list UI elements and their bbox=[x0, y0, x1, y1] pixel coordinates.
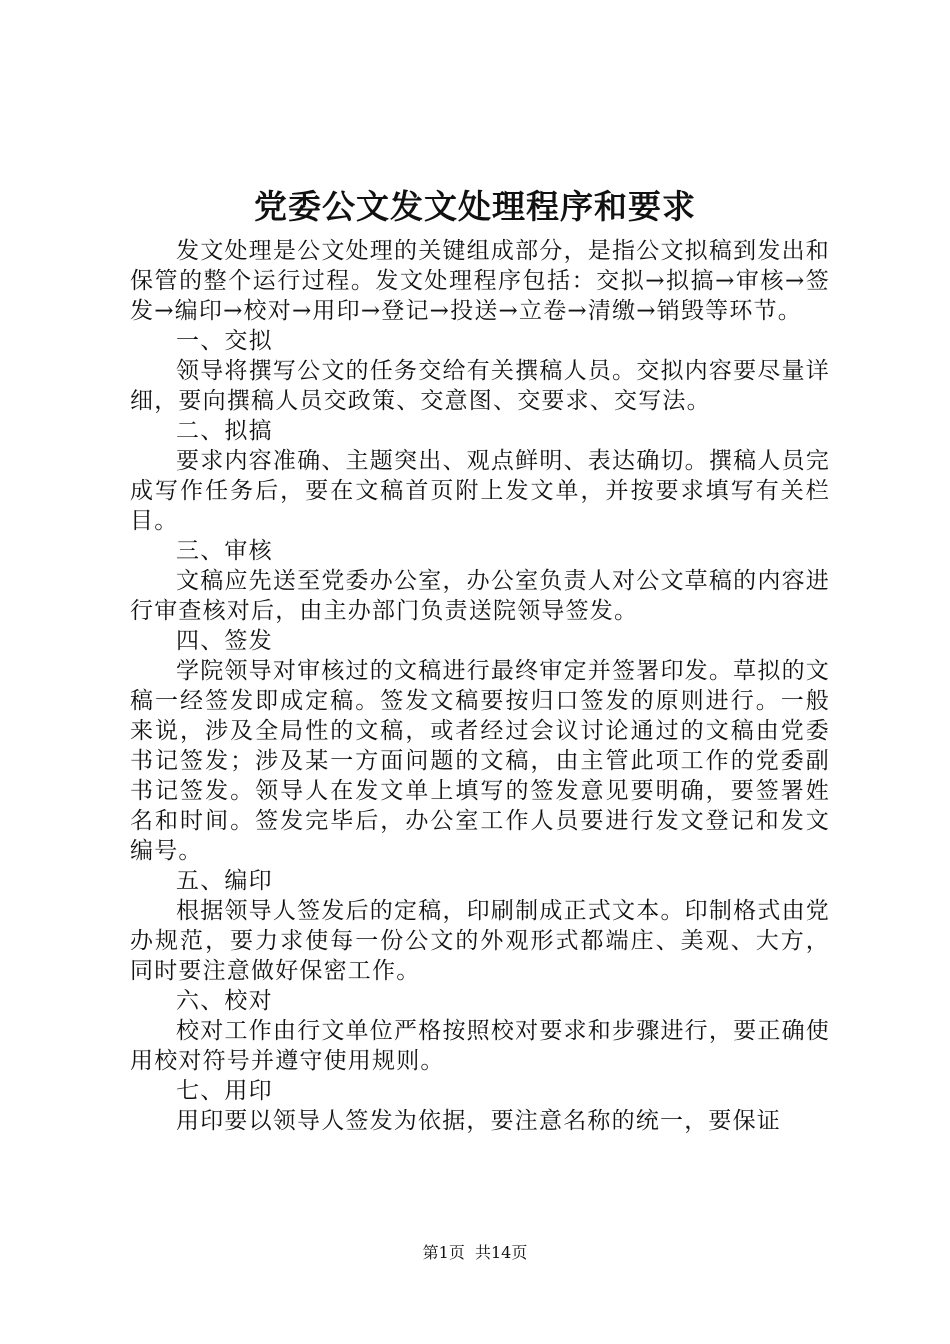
page-footer bbox=[0, 1242, 950, 1264]
document-body bbox=[130, 236, 830, 1136]
intro-paragraph: 发文处理是公文处理的关键组成部分，是指公文拟稿到发出和保管的整个运行过程。发文处理程序包括：交拟→拟搞→审核→签发→编印→校对→用印→登记→投送→立卷→清缴→销毁等环节。 bbox=[130, 238, 830, 324]
section-paragraph-6: 校对工作由行文单位严格按照校对要求和步骤进行，要正确使用校对符号并遵守使用规则。 bbox=[130, 1018, 830, 1074]
section-paragraph-5: 根据领导人签发后的定稿，印刷制成正式文本。印制格式由党办规范，要力求使每一份公文的外观形式都端庄、美观、大方，同时要注意做好保密工作。 bbox=[130, 898, 830, 984]
document-title: 党委公文发文处理程序和要求 bbox=[254, 187, 696, 226]
section-heading-7: 七、用印 bbox=[176, 1078, 273, 1104]
section-heading-4: 四、签发 bbox=[176, 628, 273, 654]
section-paragraph-4: 学院领导对审核过的文稿进行最终审定并签署印发。草拟的文稿一经签发即成定稿。签发文稿要按归口签发的原则进行。一般来说，涉及全局性的文稿，或者经过会议讨论通过的文稿由党委书记签发；涉及某一方面问题的文稿，由主管此项工作的党委副书记签发。领导人在发文单上填写的签发意见要明确，要签署姓名和时间。签发完毕后，办公室工作人员要进行发文登记和发文编号。 bbox=[130, 658, 830, 864]
section-heading-2: 二、拟搞 bbox=[176, 418, 273, 444]
section-heading-3: 三、审核 bbox=[176, 538, 273, 564]
section-heading-1: 一、交拟 bbox=[176, 328, 273, 354]
section-paragraph-1: 领导将撰写公文的任务交给有关撰稿人员。交拟内容要尽量详细，要向撰稿人员交政策、交意图、交要求、交写法。 bbox=[130, 358, 830, 414]
section-heading-6: 六、校对 bbox=[176, 988, 273, 1014]
section-heading-5: 五、编印 bbox=[176, 868, 273, 894]
page-number-label: 第1页 共14页 bbox=[422, 1243, 528, 1262]
section-paragraph-7: 用印要以领导人签发为依据，要注意名称的统一，要保证 bbox=[176, 1108, 781, 1134]
section-paragraph-3: 文稿应先送至党委办公室，办公室负责人对公文草稿的内容进行审查核对后，由主办部门负责送院领导签发。 bbox=[130, 568, 830, 624]
section-paragraph-2: 要求内容准确、主题突出、观点鲜明、表达确切。撰稿人员完成写作任务后，要在文稿首页附上发文单，并按要求填写有关栏目。 bbox=[130, 448, 830, 534]
